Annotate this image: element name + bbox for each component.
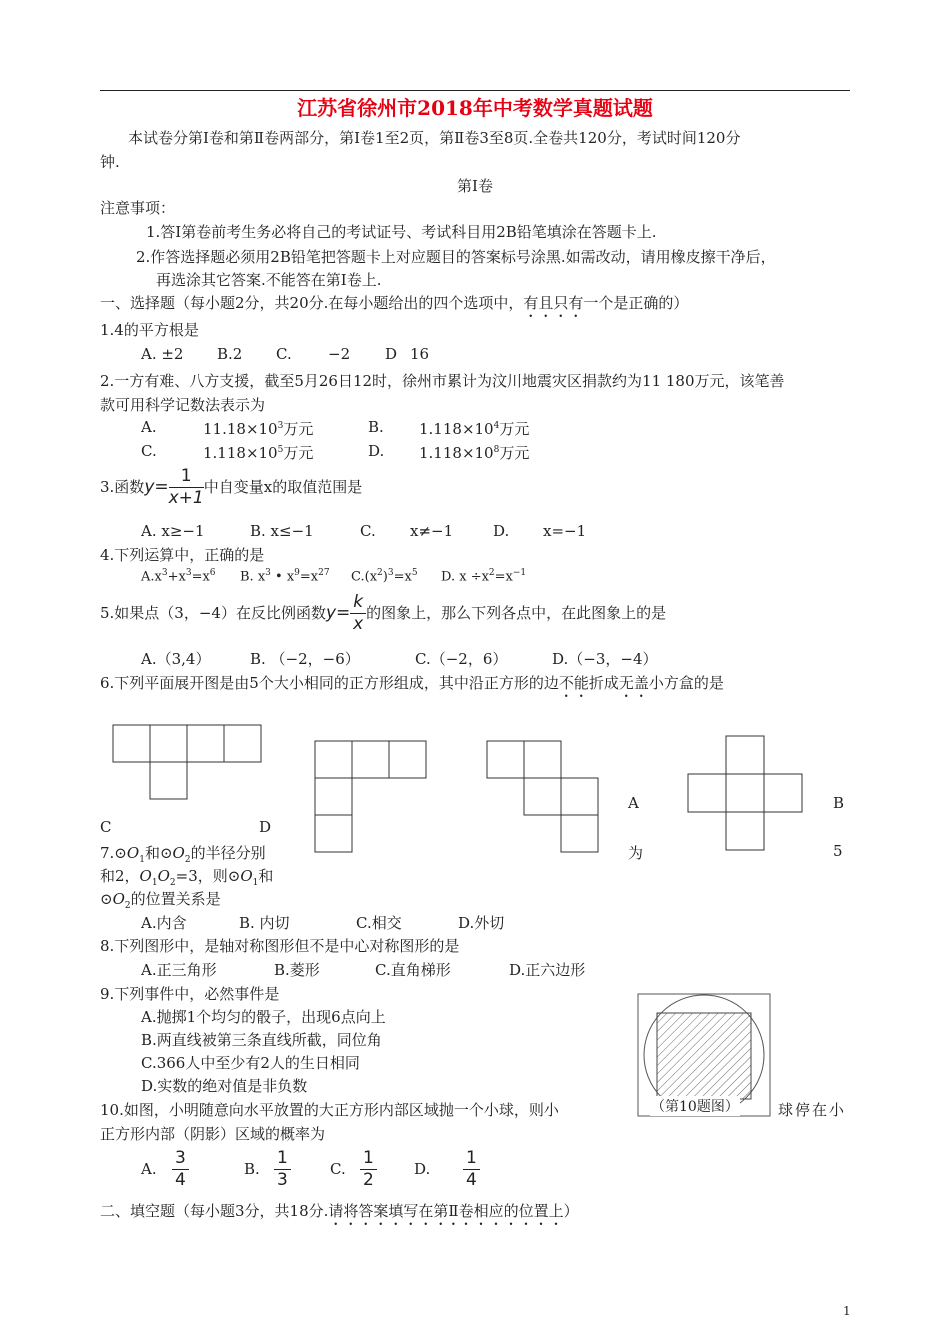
note-item-2-line2: 再选涂其它答案.不能答在第Ⅰ卷上.	[156, 271, 382, 289]
q7-option-d: D.外切	[458, 914, 505, 932]
q3-option-d-value: x=−1	[543, 522, 587, 540]
emphasis-text: 有且只有	[523, 294, 584, 312]
q5-option-b: B. （−2，−6）	[250, 650, 360, 668]
q4-option-b: B. $x^3$ • $x^9=x^{27}$	[240, 568, 330, 585]
q1-option-c: C.	[276, 345, 292, 363]
q2-option-d-label: D.	[368, 442, 385, 460]
note-item-2-line1: 2.作答选择题必须用2B铅笔把答题卡上对应题目的答案标号涂黑.如需改动，请用橡皮擦干净后，	[136, 248, 776, 266]
intro-line1: 本试卷分第Ⅰ卷和第Ⅱ卷两部分，第Ⅰ卷1至2页，第Ⅱ卷3至8页.全卷共120分，考试时间120分	[128, 129, 741, 147]
q1-option-c-value: −2	[328, 345, 351, 363]
q9-option-d: D.实数的绝对值是非负数	[141, 1077, 308, 1095]
q4-stem: 4.下列运算中，正确的是	[100, 546, 265, 564]
q10-option-b-label: B.	[244, 1160, 260, 1178]
section1-heading: 一、选择题（每小题2分，共20分.在每小题给出的四个选项中，有且只有一个是正确的）	[100, 294, 689, 312]
q1-option-d-value: 16	[410, 345, 430, 363]
q8-stem: 8.下列图形中，是轴对称图形但不是中心对称图形的是	[100, 937, 460, 955]
note-item-1: 1.答Ⅰ第卷前考生务必将自己的考试证号、考试科目用2B铅笔填涂在答题卡上.	[146, 223, 657, 241]
q7-line1: $7.⊙O_1$和$⊙O_2$的半径分别	[100, 844, 266, 865]
q8-option-b: B.菱形	[274, 961, 320, 979]
net-label-d: D	[259, 818, 272, 836]
q10-line2: 正方形内部（阴影）区域的概率为	[100, 1125, 326, 1143]
net-figure-d	[314, 740, 429, 855]
q2-option-a: $11.18\times 10^3$万元	[203, 420, 314, 438]
q3-option-d: D.	[493, 522, 510, 540]
q2-option-d: $1.118\times 10^8$万元	[419, 444, 530, 462]
q7-line2: 和2，$O_1O_2=3$，则$⊙O_1$和	[100, 867, 274, 888]
q4-option-d: D. $x \div x^2=x^{-1}$	[441, 568, 527, 585]
q8-option-c: C.直角梯形	[375, 961, 451, 979]
q3-option-c-value: x≠−1	[410, 522, 454, 540]
q10-option-d-fraction: $\frac{1}{4}$	[463, 1148, 480, 1192]
notes-heading: 注意事项：	[100, 199, 176, 217]
q7-option-a: A.内含	[141, 914, 187, 932]
q10-line1: 10.如图，小明随意向水平放置的大正方形内部区域抛一个小球，则小	[100, 1101, 559, 1119]
page-number: 1	[843, 1304, 851, 1318]
q9-option-c: C.366人中至少有2人的生日相同	[141, 1054, 360, 1072]
q2-option-c: $1.118\times 10^5$万元	[203, 444, 314, 462]
q1-option-a: A. ±2	[141, 345, 184, 363]
q8-option-a: A.正三角形	[141, 961, 217, 979]
q8-option-d: D.正六边形	[509, 961, 586, 979]
q5-stem: 5.如果点（3，−4）在反比例函数y= $\frac{k}{x}$ 的图象上，那么下列各点中，在此图象上的是	[100, 592, 667, 635]
q9-option-b: B.两直线被第三条直线所截，同位角	[141, 1031, 382, 1049]
q5-option-d: D.（−3，−4）	[552, 650, 658, 668]
q5-option-a: A.（3,4）	[141, 650, 211, 668]
q10-option-c-fraction: $\frac{1}{2}$	[360, 1148, 377, 1192]
q7-line3: $⊙O_2$的位置关系是	[100, 890, 221, 911]
q6-stem: 6.下列平面展开图是由5个大小相同的正方形组成，其中沿正方形的边不能折成无盖小方盒的是	[100, 674, 724, 692]
q5-option-c: C.（−2，6）	[415, 650, 508, 668]
q2-option-b: $1.118\times 10^4$万元	[419, 420, 530, 438]
q9-stem: 9.下列事件中，必然事件是	[100, 985, 280, 1003]
q1-option-b: B.2	[217, 345, 243, 363]
net-figure-a	[486, 740, 601, 855]
q7-five: 5	[833, 842, 843, 860]
net-label-b: B	[833, 794, 845, 812]
q7-wei: 为	[628, 844, 644, 862]
q10-option-a-label: A.	[141, 1160, 157, 1178]
section2-heading: 二、填空题（每小题3分，共18分.请将答案填写在第Ⅱ卷相应的位置上）	[100, 1202, 579, 1220]
q3-stem: 3.函数y= $\frac{1}{x+1}$ 中自变量x的取值范围是	[100, 466, 363, 509]
q10-option-c-label: C.	[330, 1160, 346, 1178]
intro-line2: 钟.	[100, 153, 120, 171]
part1-title: 第Ⅰ卷	[457, 177, 493, 195]
top-rule	[100, 90, 850, 91]
q2-option-b-label: B.	[368, 418, 384, 436]
q1-option-d: D	[385, 345, 398, 363]
net-figure-b	[687, 735, 804, 852]
q1-stem: 1.4的平方根是	[100, 321, 199, 339]
q2-line2: 款可用科学记数法表示为	[100, 396, 266, 414]
q10-option-b-fraction: $\frac{1}{3}$	[274, 1148, 291, 1192]
q2-line1: 2.一方有难、八方支援，截至5月26日12时，徐州市累计为汶川地震灾区捐款约为11 180万元，该笔善	[100, 372, 785, 390]
q5-fraction: $\frac{k}{x}$	[350, 592, 366, 636]
q9-option-a: A.抛掷1个均匀的骰子，出现6点向上	[141, 1008, 386, 1026]
q10-figure-caption: （第10题图）	[650, 1096, 740, 1116]
q4-option-a: $A.x^3+x^3=x^6$	[141, 568, 216, 585]
q10-option-a-fraction: $\frac{3}{4}$	[172, 1148, 189, 1192]
net-label-a: A	[628, 794, 639, 812]
net-figure-c	[112, 724, 264, 802]
q7-option-c: C.相交	[356, 914, 402, 932]
q2-option-c-label: C.	[141, 442, 157, 460]
q3-option-b: B. x≤−1	[250, 522, 314, 540]
net-label-c: C	[100, 818, 112, 836]
q10-line1-end: 球停在小	[778, 1101, 847, 1119]
q2-option-a-label: A.	[141, 418, 157, 436]
page-title: 江苏省徐州市2018年中考数学真题试题	[297, 96, 653, 120]
q4-option-c: $C.(x^2)^3=x^5$	[351, 568, 418, 585]
q10-option-d-label: D.	[414, 1160, 431, 1178]
q3-option-a: A. x≥−1	[141, 522, 205, 540]
q3-option-c: C.	[360, 522, 376, 540]
q3-fraction: $\frac{1}{x+1}$	[168, 466, 204, 509]
q7-option-b: B. 内切	[239, 914, 290, 932]
